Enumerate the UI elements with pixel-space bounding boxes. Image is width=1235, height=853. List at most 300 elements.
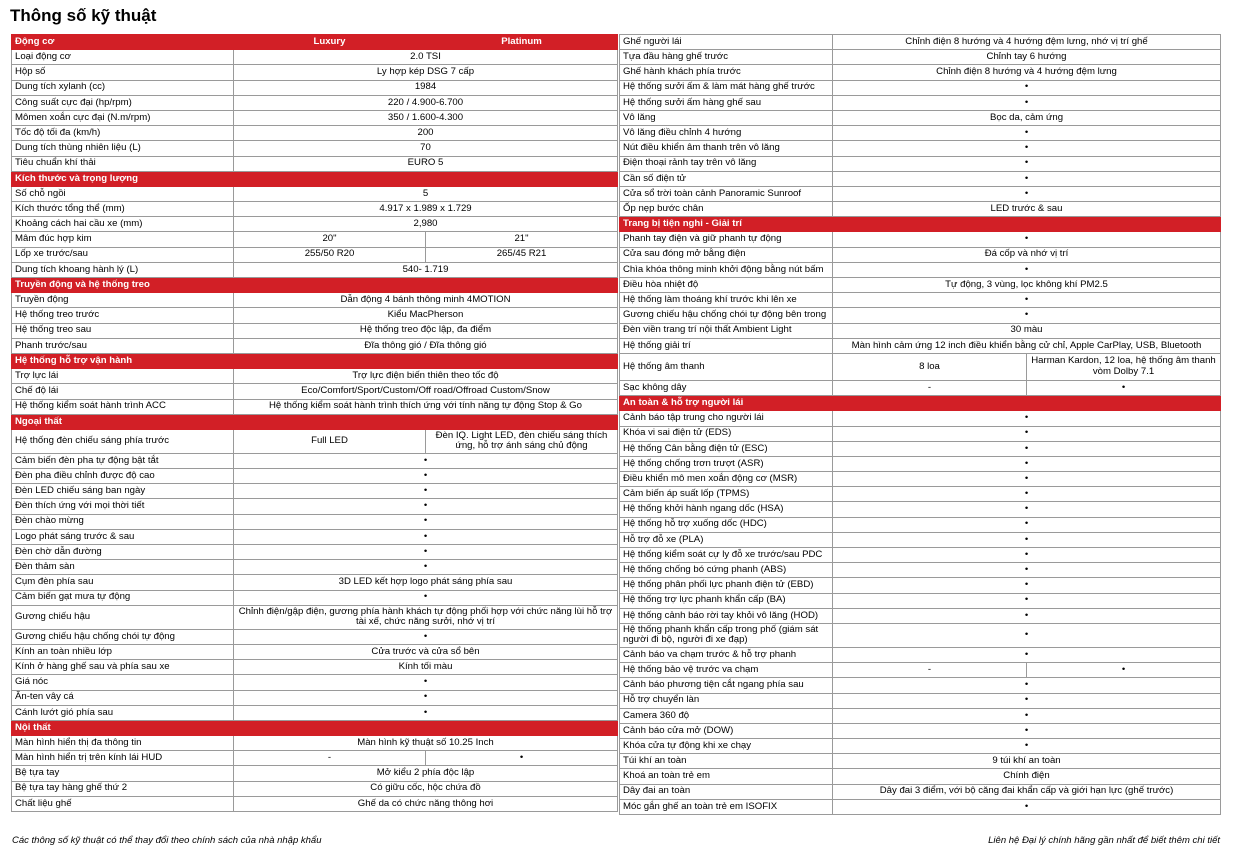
spec-value: •: [234, 629, 618, 644]
spec-row: [620, 232, 1221, 247]
spec-value-luxury: 8 loa: [833, 353, 1027, 380]
spec-value: •: [833, 647, 1221, 662]
spec-value: •: [234, 590, 618, 605]
spec-row: [12, 217, 618, 232]
spec-value: 30 màu: [833, 323, 1221, 338]
spec-value: •: [234, 453, 618, 468]
spec-row: [12, 675, 618, 690]
spec-label: Khoảng cách hai cầu xe (mm): [12, 217, 234, 232]
spec-row: [12, 469, 618, 484]
spec-row: [12, 65, 618, 80]
spec-label: Kính ở hàng ghế sau và phía sau xe: [12, 660, 234, 675]
spec-row: [12, 80, 618, 95]
spec-value: Màn hình kỹ thuật số 10.25 Inch: [234, 736, 618, 751]
spec-label: Hệ thống đèn chiếu sáng phía trước: [12, 429, 234, 453]
spec-row: [12, 705, 618, 720]
spec-row: [12, 545, 618, 560]
spec-row: [12, 308, 618, 323]
spec-row: [620, 126, 1221, 141]
spec-value-platinum: Harman Kardon, 12 loa, hệ thống âm thanh vòm Dolby 7.1: [1027, 353, 1221, 380]
section-header: [620, 217, 1221, 232]
spec-label: Bệ tựa tay hàng ghế thứ 2: [12, 781, 234, 796]
spec-value: Ly hợp kép DSG 7 cấp: [234, 65, 618, 80]
spec-label: Hệ thống chống trơn trượt (ASR): [620, 456, 833, 471]
spec-label: Hệ thống cảnh báo rời tay khỏi vô lăng (HOD): [620, 608, 833, 623]
spec-row: [620, 65, 1221, 80]
section-header: [12, 171, 618, 186]
section-header: [620, 396, 1221, 411]
spec-row: [620, 353, 1221, 380]
section-title: Nội thất: [12, 720, 618, 735]
spec-row: [620, 784, 1221, 799]
spec-value: •: [833, 563, 1221, 578]
spec-value: Mở kiểu 2 phía độc lập: [234, 766, 618, 781]
spec-value: •: [234, 514, 618, 529]
spec-row: [12, 399, 618, 414]
spec-value: •: [833, 608, 1221, 623]
spec-value: •: [833, 80, 1221, 95]
spec-label: Giá nóc: [12, 675, 234, 690]
spec-value-luxury: 255/50 R20: [234, 247, 426, 262]
spec-label: Dung tích thùng nhiên liệu (L): [12, 141, 234, 156]
spec-label: Cần số điện tử: [620, 171, 833, 186]
spec-value: •: [833, 262, 1221, 277]
spec-row: [12, 453, 618, 468]
spec-value: •: [833, 593, 1221, 608]
spec-value: 220 / 4.900-6.700: [234, 95, 618, 110]
spec-value: •: [833, 472, 1221, 487]
spec-value: •: [833, 426, 1221, 441]
spec-value: Kính tối màu: [234, 660, 618, 675]
spec-label: Túi khí an toàn: [620, 754, 833, 769]
spec-label: Chế độ lái: [12, 384, 234, 399]
spec-value: •: [833, 487, 1221, 502]
spec-label: Gương chiếu hậu chống chói tự động bên trong: [620, 308, 833, 323]
spec-row: [620, 693, 1221, 708]
spec-row: [620, 323, 1221, 338]
spec-row: [620, 380, 1221, 395]
spec-value: 2,980: [234, 217, 618, 232]
section-header: [12, 35, 618, 50]
spec-row: [12, 644, 618, 659]
spec-value: •: [833, 517, 1221, 532]
spec-value-platinum: •: [1027, 380, 1221, 395]
spec-label: Công suất cực đại (hp/rpm): [12, 95, 234, 110]
spec-label: Sạc không dây: [620, 380, 833, 395]
spec-value: Màn hình cảm ứng 12 inch điều khiển bằng cử chỉ, Apple CarPlay, USB, Bluetooth: [833, 338, 1221, 353]
spec-value: •: [234, 675, 618, 690]
spec-row: [12, 126, 618, 141]
spec-row: [12, 323, 618, 338]
spec-label: Đèn chờ dẫn đường: [12, 545, 234, 560]
spec-row: [12, 560, 618, 575]
spec-value: •: [833, 548, 1221, 563]
spec-row: [12, 247, 618, 262]
spec-label: Hỗ trợ chuyển làn: [620, 693, 833, 708]
spec-row: [12, 484, 618, 499]
spec-row: [620, 156, 1221, 171]
spec-row: [12, 338, 618, 353]
spec-value: 1984: [234, 80, 618, 95]
spec-row: [12, 766, 618, 781]
spec-value: •: [833, 693, 1221, 708]
spec-label: Điện thoại rảnh tay trên vô lăng: [620, 156, 833, 171]
spec-row: [620, 532, 1221, 547]
spec-label: Khóa vi sai điện tử (EDS): [620, 426, 833, 441]
spec-value: Chỉnh điện 8 hướng và 4 hướng đệm lưng, nhớ vị trí ghế: [833, 35, 1221, 50]
spec-label: Đèn pha điều chỉnh được độ cao: [12, 469, 234, 484]
spec-value: 3D LED kết hợp logo phát sáng phía sau: [234, 575, 618, 590]
spec-value: •: [234, 705, 618, 720]
spec-label: Đèn thích ứng với mọi thời tiết: [12, 499, 234, 514]
spec-row: [12, 384, 618, 399]
spec-row: [12, 95, 618, 110]
spec-value: Chính điện: [833, 769, 1221, 784]
spec-label: Cảnh báo cửa mở (DOW): [620, 723, 833, 738]
spec-label: Hệ thống âm thanh: [620, 353, 833, 380]
spec-row: [12, 629, 618, 644]
spec-value: Đá cốp và nhớ vị trí: [833, 247, 1221, 262]
spec-label: Bệ tựa tay: [12, 766, 234, 781]
spec-row: [620, 647, 1221, 662]
spec-value: •: [833, 578, 1221, 593]
spec-row: [620, 278, 1221, 293]
spec-row: [620, 487, 1221, 502]
spec-label: Khóa cửa tự động khi xe chạy: [620, 739, 833, 754]
section-title: Động cơ: [12, 35, 234, 50]
spec-label: Hệ thống phân phối lực phanh điện tử (EBD): [620, 578, 833, 593]
spec-value: Hệ thống kiểm soát hành trình thích ứng với tính năng tự động Stop & Go: [234, 399, 618, 414]
spec-label: Phanh tay điện và giữ phanh tự động: [620, 232, 833, 247]
spec-row: [620, 769, 1221, 784]
spec-label: Khoá an toàn trẻ em: [620, 769, 833, 784]
spec-label: Ốp nẹp bước chân: [620, 202, 833, 217]
spec-label: Cảnh báo va chạm trước & hỗ trợ phanh: [620, 647, 833, 662]
spec-value: Ghế da có chức năng thông hơi: [234, 796, 618, 811]
spec-label: Hệ thống Cân bằng điện tử (ESC): [620, 441, 833, 456]
spec-value: •: [833, 308, 1221, 323]
section-title: Trang bị tiện nghi - Giải trí: [620, 217, 1221, 232]
spec-label: Gương chiếu hậu: [12, 605, 234, 629]
spec-label: Nút điều khiển âm thanh trên vô lăng: [620, 141, 833, 156]
spec-row: [12, 514, 618, 529]
spec-row: [620, 110, 1221, 125]
spec-row: [620, 80, 1221, 95]
spec-row: [620, 141, 1221, 156]
spec-label: Phanh trước/sau: [12, 338, 234, 353]
spec-row: [12, 202, 618, 217]
spec-label: Cánh lướt gió phía sau: [12, 705, 234, 720]
spec-value: Bọc da, cảm ứng: [833, 110, 1221, 125]
spec-value: 9 túi khí an toàn: [833, 754, 1221, 769]
spec-value: •: [833, 411, 1221, 426]
spec-label: Dây đai an toàn: [620, 784, 833, 799]
spec-value: 200: [234, 126, 618, 141]
spec-value-platinum: 21": [426, 232, 618, 247]
spec-row: [620, 441, 1221, 456]
section-header: [12, 353, 618, 368]
spec-value-luxury: -: [833, 663, 1027, 678]
spec-label: Điều hòa nhiệt độ: [620, 278, 833, 293]
spec-row: [620, 578, 1221, 593]
spec-row: [620, 338, 1221, 353]
spec-value: Chỉnh tay 6 hướng: [833, 50, 1221, 65]
spec-value-luxury: Full LED: [234, 429, 426, 453]
spec-label: Móc gắn ghế an toàn trẻ em ISOFIX: [620, 799, 833, 814]
spec-value-platinum: Đèn IQ. Light LED, đèn chiếu sáng thích ứng, hỗ trợ ánh sáng chủ động: [426, 429, 618, 453]
spec-row: [620, 799, 1221, 814]
spec-value: •: [234, 484, 618, 499]
spec-value: •: [833, 723, 1221, 738]
spec-row: [12, 781, 618, 796]
spec-label: Màn hình hiển thị đa thông tin: [12, 736, 234, 751]
spec-row: [620, 739, 1221, 754]
spec-label: Logo phát sáng trước & sau: [12, 529, 234, 544]
spec-row: [620, 411, 1221, 426]
spec-value: •: [234, 545, 618, 560]
spec-row: [12, 50, 618, 65]
spec-row: [620, 50, 1221, 65]
spec-value: •: [833, 156, 1221, 171]
spec-row: [620, 186, 1221, 201]
spec-row: [12, 110, 618, 125]
spec-row: [12, 293, 618, 308]
spec-value: 70: [234, 141, 618, 156]
spec-value: •: [833, 186, 1221, 201]
variant-header-platinum: Platinum: [426, 35, 618, 50]
spec-row: [12, 751, 618, 766]
spec-table-right: [619, 34, 1220, 815]
spec-value: •: [833, 532, 1221, 547]
section-title: Kích thước và trọng lượng: [12, 171, 618, 186]
spec-row: [620, 563, 1221, 578]
spec-value: •: [234, 469, 618, 484]
spec-row: [620, 754, 1221, 769]
spec-value: •: [833, 799, 1221, 814]
spec-value: •: [833, 232, 1221, 247]
spec-label: Hệ thống khởi hành ngang dốc (HSA): [620, 502, 833, 517]
spec-label: Hệ thống sưởi ấm & làm mát hàng ghế trước: [620, 80, 833, 95]
spec-value-platinum: 265/45 R21: [426, 247, 618, 262]
spec-value-luxury: -: [234, 751, 426, 766]
spec-value: •: [833, 126, 1221, 141]
spec-label: Đèn thảm sàn: [12, 560, 234, 575]
spec-label: Loại động cơ: [12, 50, 234, 65]
section-header: [12, 720, 618, 735]
spec-label: Truyền động: [12, 293, 234, 308]
spec-label: Cảnh báo tập trung cho người lái: [620, 411, 833, 426]
spec-label: Kích thước tổng thể (mm): [12, 202, 234, 217]
spec-value: Dây đai 3 điểm, với bộ căng đai khẩn cấp và giới hạn lực (ghế trước): [833, 784, 1221, 799]
spec-row: [12, 796, 618, 811]
spec-label: Điều khiển mô men xoắn động cơ (MSR): [620, 472, 833, 487]
spec-row: [620, 472, 1221, 487]
spec-value: •: [234, 690, 618, 705]
spec-value: •: [833, 739, 1221, 754]
spec-value: •: [833, 708, 1221, 723]
spec-value: 5: [234, 186, 618, 201]
spec-label: Cửa sau đóng mở bằng điện: [620, 247, 833, 262]
section-title: Ngoại thất: [12, 414, 618, 429]
spec-row: [620, 502, 1221, 517]
spec-label: Hỗ trợ đỗ xe (PLA): [620, 532, 833, 547]
spec-label: Hệ thống phanh khẩn cấp trong phố (giám sát người đi bộ, người đi xe đạp): [620, 623, 833, 647]
spec-row: [12, 590, 618, 605]
spec-row: [12, 575, 618, 590]
spec-label: Kính an toàn nhiều lớp: [12, 644, 234, 659]
spec-value: •: [833, 171, 1221, 186]
spec-value: Chỉnh điện 8 hướng và 4 hướng đệm lưng: [833, 65, 1221, 80]
spec-value: •: [833, 95, 1221, 110]
spec-label: Hệ thống treo trước: [12, 308, 234, 323]
spec-value: Kiểu MacPherson: [234, 308, 618, 323]
spec-label: Đèn chào mừng: [12, 514, 234, 529]
spec-row: [620, 202, 1221, 217]
spec-row: [12, 186, 618, 201]
section-title: An toàn & hỗ trợ người lái: [620, 396, 1221, 411]
spec-value: •: [234, 560, 618, 575]
spec-value: Eco/Comfort/Sport/Custom/Off road/Offroad Custom/Snow: [234, 384, 618, 399]
spec-row: [620, 171, 1221, 186]
spec-row: [12, 141, 618, 156]
spec-label: Hệ thống làm thoáng khí trước khi lên xe: [620, 293, 833, 308]
spec-row: [620, 678, 1221, 693]
spec-row: [12, 499, 618, 514]
spec-label: Cụm đèn phía sau: [12, 575, 234, 590]
spec-label: Hệ thống giải trí: [620, 338, 833, 353]
spec-label: Mâm đúc hợp kim: [12, 232, 234, 247]
spec-value: Có giữu cốc, hộc chứa đồ: [234, 781, 618, 796]
spec-label: Cảm biến đèn pha tự động bật tắt: [12, 453, 234, 468]
spec-value: Hệ thống treo độc lập, đa điểm: [234, 323, 618, 338]
spec-value: Cửa trước và cửa sổ bên: [234, 644, 618, 659]
spec-row: [12, 429, 618, 453]
spec-label: Dung tích khoang hành lý (L): [12, 262, 234, 277]
spec-label: Hệ thống treo sau: [12, 323, 234, 338]
spec-label: Mômen xoắn cực đại (N.m/rpm): [12, 110, 234, 125]
spec-row: [620, 262, 1221, 277]
spec-label: Chìa khóa thông minh khởi động bằng nút bấm: [620, 262, 833, 277]
spec-label: Vô lăng: [620, 110, 833, 125]
spec-label: Hệ thống kiểm soát cự ly đỗ xe trước/sau PDC: [620, 548, 833, 563]
spec-value-luxury: -: [833, 380, 1027, 395]
spec-value: 350 / 1.600-4.300: [234, 110, 618, 125]
spec-label: Tốc độ tối đa (km/h): [12, 126, 234, 141]
spec-label: Ghế hành khách phía trước: [620, 65, 833, 80]
variant-header-luxury: Luxury: [234, 35, 426, 50]
spec-row: [620, 247, 1221, 262]
spec-label: Cảm biến áp suất lốp (TPMS): [620, 487, 833, 502]
spec-label: Chất liệu ghế: [12, 796, 234, 811]
spec-row: [620, 723, 1221, 738]
spec-label: Gương chiếu hậu chống chói tự động: [12, 629, 234, 644]
spec-label: Ăn-ten vây cá: [12, 690, 234, 705]
section-header: [12, 278, 618, 293]
spec-value: LED trước & sau: [833, 202, 1221, 217]
spec-row: [620, 623, 1221, 647]
spec-row: [620, 426, 1221, 441]
spec-label: Hệ thống trợ lực phanh khẩn cấp (BA): [620, 593, 833, 608]
spec-row: [12, 660, 618, 675]
spec-value: 540- 1.719: [234, 262, 618, 277]
spec-value: EURO 5: [234, 156, 618, 171]
spec-row: [620, 593, 1221, 608]
section-title: Truyền động và hệ thống treo: [12, 278, 618, 293]
spec-label: Cảnh báo phương tiện cắt ngang phía sau: [620, 678, 833, 693]
spec-value-platinum: •: [1027, 663, 1221, 678]
spec-value: Tự động, 3 vùng, lọc không khí PM2.5: [833, 278, 1221, 293]
spec-row: [620, 708, 1221, 723]
spec-row: [620, 293, 1221, 308]
spec-value: •: [833, 141, 1221, 156]
spec-value: Trợ lực điện biến thiên theo tốc độ: [234, 369, 618, 384]
spec-row: [620, 663, 1221, 678]
spec-label: Tiêu chuẩn khí thải: [12, 156, 234, 171]
spec-label: Hệ thống chống bó cứng phanh (ABS): [620, 563, 833, 578]
footer-contact: Liên hệ Đại lý chính hãng gần nhất để biết thêm chi tiết: [988, 835, 1220, 846]
spec-label: Camera 360 độ: [620, 708, 833, 723]
spec-label: Dung tích xylanh (cc): [12, 80, 234, 95]
spec-row: [12, 369, 618, 384]
spec-row: [620, 608, 1221, 623]
spec-label: Số chỗ ngồi: [12, 186, 234, 201]
spec-label: Hệ thống sưởi ấm hàng ghế sau: [620, 95, 833, 110]
spec-value: •: [234, 499, 618, 514]
spec-row: [12, 529, 618, 544]
spec-label: Hệ thống hỗ trợ xuống dốc (HDC): [620, 517, 833, 532]
spec-row: [12, 736, 618, 751]
spec-value: •: [833, 456, 1221, 471]
spec-row: [620, 456, 1221, 471]
spec-row: [12, 232, 618, 247]
spec-label: Cảm biến gạt mưa tự động: [12, 590, 234, 605]
spec-label: Hộp số: [12, 65, 234, 80]
spec-value: •: [833, 293, 1221, 308]
spec-value: 2.0 TSI: [234, 50, 618, 65]
spec-row: [620, 308, 1221, 323]
spec-label: Hệ thống kiểm soát hành trình ACC: [12, 399, 234, 414]
spec-value: Chỉnh điện/gập điện, gương phía hành khách tự động phối hợp với chức năng lùi hỗ trợ tài xế, chức năng sưởi, nhớ vị trí: [234, 605, 618, 629]
spec-label: Hệ thống bảo vệ trước va chạm: [620, 663, 833, 678]
spec-row: [12, 156, 618, 171]
spec-row: [620, 517, 1221, 532]
spec-label: Tựa đầu hàng ghế trước: [620, 50, 833, 65]
spec-row: [12, 262, 618, 277]
spec-label: Ghế người lái: [620, 35, 833, 50]
spec-row: [12, 605, 618, 629]
spec-row: [620, 35, 1221, 50]
spec-value: •: [234, 529, 618, 544]
spec-label: Đèn LED chiếu sáng ban ngày: [12, 484, 234, 499]
spec-table-left: [11, 34, 617, 812]
spec-label: Đèn viền trang trí nội thất Ambient Light: [620, 323, 833, 338]
spec-value: •: [833, 623, 1221, 647]
spec-label: Màn hình hiển trị trên kính lái HUD: [12, 751, 234, 766]
spec-value: Đĩa thông gió / Đĩa thông gió: [234, 338, 618, 353]
footer-disclaimer: Các thông số kỹ thuật có thể thay đổi theo chính sách của nhà nhập khẩu: [12, 835, 322, 846]
spec-value-luxury: 20": [234, 232, 426, 247]
spec-value: •: [833, 441, 1221, 456]
spec-label: Lốp xe trước/sau: [12, 247, 234, 262]
page-title: Thông số kỹ thuật: [10, 6, 157, 25]
spec-row: [620, 95, 1221, 110]
spec-label: Trợ lực lái: [12, 369, 234, 384]
spec-row: [620, 548, 1221, 563]
spec-value: Dẫn động 4 bánh thông minh 4MOTION: [234, 293, 618, 308]
spec-label: Vô lăng điều chỉnh 4 hướng: [620, 126, 833, 141]
spec-row: [12, 690, 618, 705]
spec-value: 4.917 x 1.989 x 1.729: [234, 202, 618, 217]
